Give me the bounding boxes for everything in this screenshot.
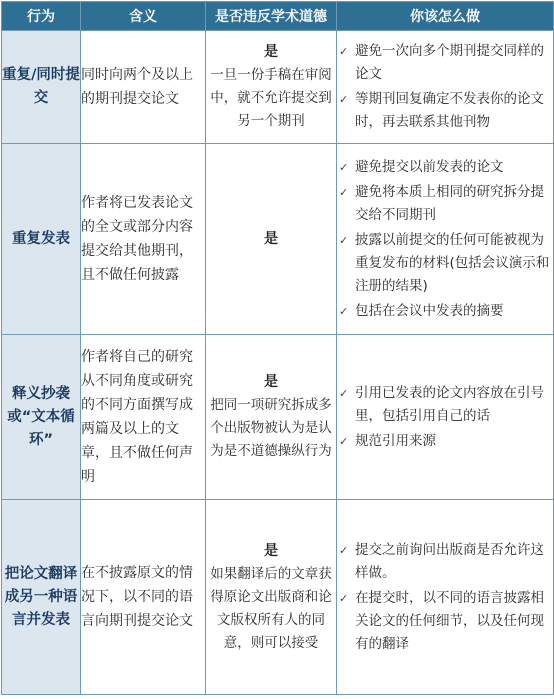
action-text: 等期刊回复确定不发表你的论文时，再去联系其他刊物 <box>355 91 544 130</box>
action-list <box>337 539 553 656</box>
check-icon: ✓ <box>339 233 349 247</box>
meaning-cell <box>81 144 206 335</box>
meaning-cell <box>81 335 206 500</box>
action-item <box>337 229 553 298</box>
meaning-text: 同时向两个及以上的期刊提交论文 <box>81 67 193 107</box>
action-item <box>337 181 553 227</box>
ethics-cell <box>206 500 337 695</box>
actions-cell <box>337 500 554 695</box>
behavior-cell <box>2 144 81 335</box>
action-list <box>337 382 553 453</box>
action-item <box>337 88 553 134</box>
ethics-note: 一旦一份手稿在审阅中，就不允许提交到另一个期刊 <box>210 67 332 129</box>
check-icon: ✓ <box>339 434 349 448</box>
check-icon: ✓ <box>339 591 349 605</box>
action-item <box>337 430 553 453</box>
action-text: 提交之前询问出版商是否允许这样做。 <box>355 541 544 581</box>
header-behavior: 行为 <box>2 2 81 31</box>
check-icon: ✓ <box>339 386 349 400</box>
academic-ethics-table <box>1 1 554 695</box>
behavior-cell <box>2 31 81 144</box>
ethics-cell <box>206 335 337 500</box>
action-list <box>337 40 553 134</box>
ethics-cell <box>206 31 337 144</box>
behavior-cell <box>2 500 81 695</box>
ethics-verdict: 是 <box>264 230 278 247</box>
actions-cell <box>337 31 554 144</box>
check-icon: ✓ <box>339 543 349 557</box>
ethics-verdict: 是 <box>264 542 278 559</box>
behavior-label: 把论文翻译成另一种语言并发表 <box>4 565 78 628</box>
action-text: 在提交时，以不同的语言披露相关论文的任何细节，以及任何现有的翻译 <box>355 589 544 652</box>
behavior-label: 重复发表 <box>12 230 70 247</box>
action-item <box>337 40 553 86</box>
behavior-label: 重复/同时提交 <box>2 67 80 106</box>
table-row <box>2 335 554 500</box>
meaning-cell <box>81 31 206 144</box>
header-meaning: 含义 <box>81 2 206 31</box>
check-icon: ✓ <box>339 93 349 106</box>
behavior-label: 释义抄袭或“文本循环” <box>7 385 75 448</box>
action-text: 避免将本质上相同的研究拆分提交给不同期刊 <box>355 183 544 223</box>
action-item <box>337 539 553 585</box>
action-text: 引用已发表的论文内容放在引号里，包括引用自己的话 <box>355 384 544 424</box>
ethics-note: 如果翻译后的文章获得原论文出版商和论文版权所有人的同意，则可以接受 <box>210 565 332 651</box>
action-text: 避免一次向多个期刊提交同样的论文 <box>355 43 544 82</box>
behavior-cell <box>2 335 81 500</box>
ethics-note: 把同一项研究拆成多个出版物被认为是认为是不道德操纵行为 <box>210 397 332 459</box>
meaning-text: 作者将自己的研究从不同角度或研究的不同方面撰写成两篇及以上的文章，且不做任何声明 <box>81 349 193 485</box>
ethics-verdict: 是 <box>264 44 278 60</box>
action-text: 披露以前提交的任何可能被视为重复发布的材料(包括会议演示和注册的结果) <box>355 231 550 294</box>
table-row <box>2 144 554 335</box>
action-list <box>337 156 553 323</box>
header-actions: 你该怎么做 <box>337 2 554 31</box>
table-row <box>2 500 554 695</box>
action-text: 规范引用来源 <box>355 432 436 449</box>
action-item <box>337 587 553 656</box>
meaning-text: 作者将已发表论文的全文或部分内容提交给其他期刊，且不做任何披露 <box>81 195 193 283</box>
action-item <box>337 300 553 323</box>
meaning-text: 在不披露原文的情况下，以不同的语言向期刊提交论文 <box>81 565 193 629</box>
check-icon: ✓ <box>339 160 349 174</box>
actions-cell <box>337 335 554 500</box>
meaning-cell <box>81 500 206 695</box>
ethics-verdict: 是 <box>264 374 278 390</box>
table-header-row <box>2 2 554 31</box>
action-text: 包括在会议中发表的摘要 <box>355 302 504 319</box>
action-item <box>337 156 553 179</box>
actions-cell <box>337 144 554 335</box>
check-icon: ✓ <box>339 45 349 58</box>
header-ethics: 是否违反学术道德 <box>206 2 337 31</box>
ethics-cell <box>206 144 337 335</box>
check-icon: ✓ <box>339 304 349 318</box>
check-icon: ✓ <box>339 185 349 199</box>
table-row <box>2 31 554 144</box>
action-item <box>337 382 553 428</box>
action-text: 避免提交以前发表的论文 <box>355 158 504 175</box>
